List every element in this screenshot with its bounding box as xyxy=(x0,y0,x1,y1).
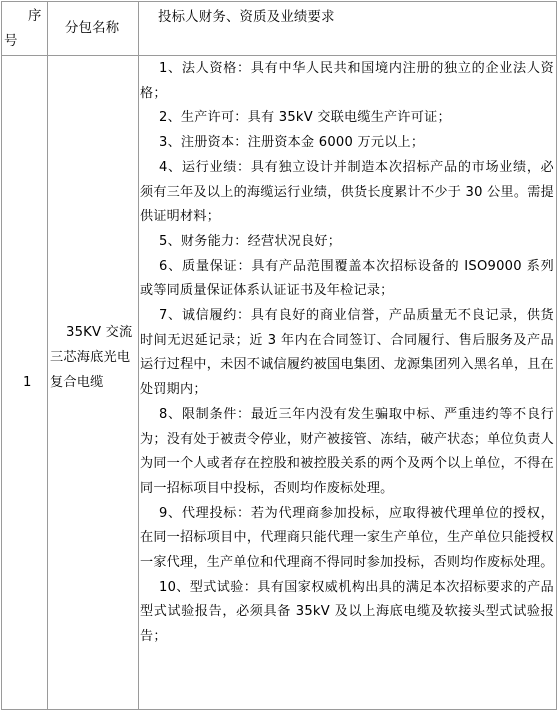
requirements-list xyxy=(140,57,554,650)
header-seq-line2: 号 xyxy=(4,34,18,49)
header-package-name: 分包名称 xyxy=(65,21,120,36)
package-name-line3: 复合电缆 xyxy=(50,375,104,390)
package-name-line2: 三芯海底光电 xyxy=(50,350,131,365)
column-divider xyxy=(47,2,48,709)
requirement-item: 7、诚信履约：具有良好的商业信誉，产品质量无不良记录，供货时间无迟延记录；近 3 年内在合同签订、合同履行、售后服务及产品运行过程中，未因不诚信履约被国电集团、龙源集团列入黑名单，且在处罚期内； xyxy=(140,308,554,398)
requirement-item: 10、型式试验：具有国家权威机构出具的满足本次招标要求的产品型式试验报告，必须具备 35kV 及以上海底电缆及软接头型式试验报告； xyxy=(140,579,554,645)
requirement-item: 2、生产许可：具有 35kV 交联电缆生产许可证； xyxy=(159,110,451,126)
header-seq-line1: 序 xyxy=(28,9,42,24)
requirement-item: 4、运行业绩：具有独立设计并制造本次招标产品的市场业绩，必须有三年及以上的海缆运行业绩，供货长度累计不少于 30 公里。需提供证明材料； xyxy=(140,159,554,225)
requirement-item: 5、财务能力：经营状况良好； xyxy=(159,233,342,249)
row-seq: 1 xyxy=(23,375,32,390)
package-name-line1: 35KV 交流 xyxy=(66,325,133,340)
column-divider xyxy=(138,2,139,709)
requirement-item: 8、限制条件：最近三年内没有发生骗取中标、严重违约等不良行为；没有处于被责令停业，财产被接管、冻结，破产状态；单位负责人为同一个人或者存在控股和被控股关系的两个及两个以上单位，不得在同一招标项目中投标，否则均作废标处理。 xyxy=(140,406,554,496)
header-divider xyxy=(2,55,556,56)
requirement-item: 1、法人资格：具有中华人民共和国境内注册的独立的企业法人资格； xyxy=(140,61,554,101)
header-requirements: 投标人财务、资质及业绩要求 xyxy=(158,10,335,25)
requirement-item: 9、代理投标：若为代理商参加投标，应取得被代理单位的授权，在同一招标项目中，代理商只能代理一家生产单位，生产单位只能授权一家代理，生产单位和代理商不得同时参加投标，否则均作废标处理。 xyxy=(140,505,554,571)
requirement-item: 6、质量保证：具有产品范围覆盖本次招标设备的 ISO9000 系列或等同质量保证体系认证证书及年检记录； xyxy=(140,258,554,299)
requirement-item: 3、注册资本：注册资本金 6000 万元以上； xyxy=(159,135,425,151)
